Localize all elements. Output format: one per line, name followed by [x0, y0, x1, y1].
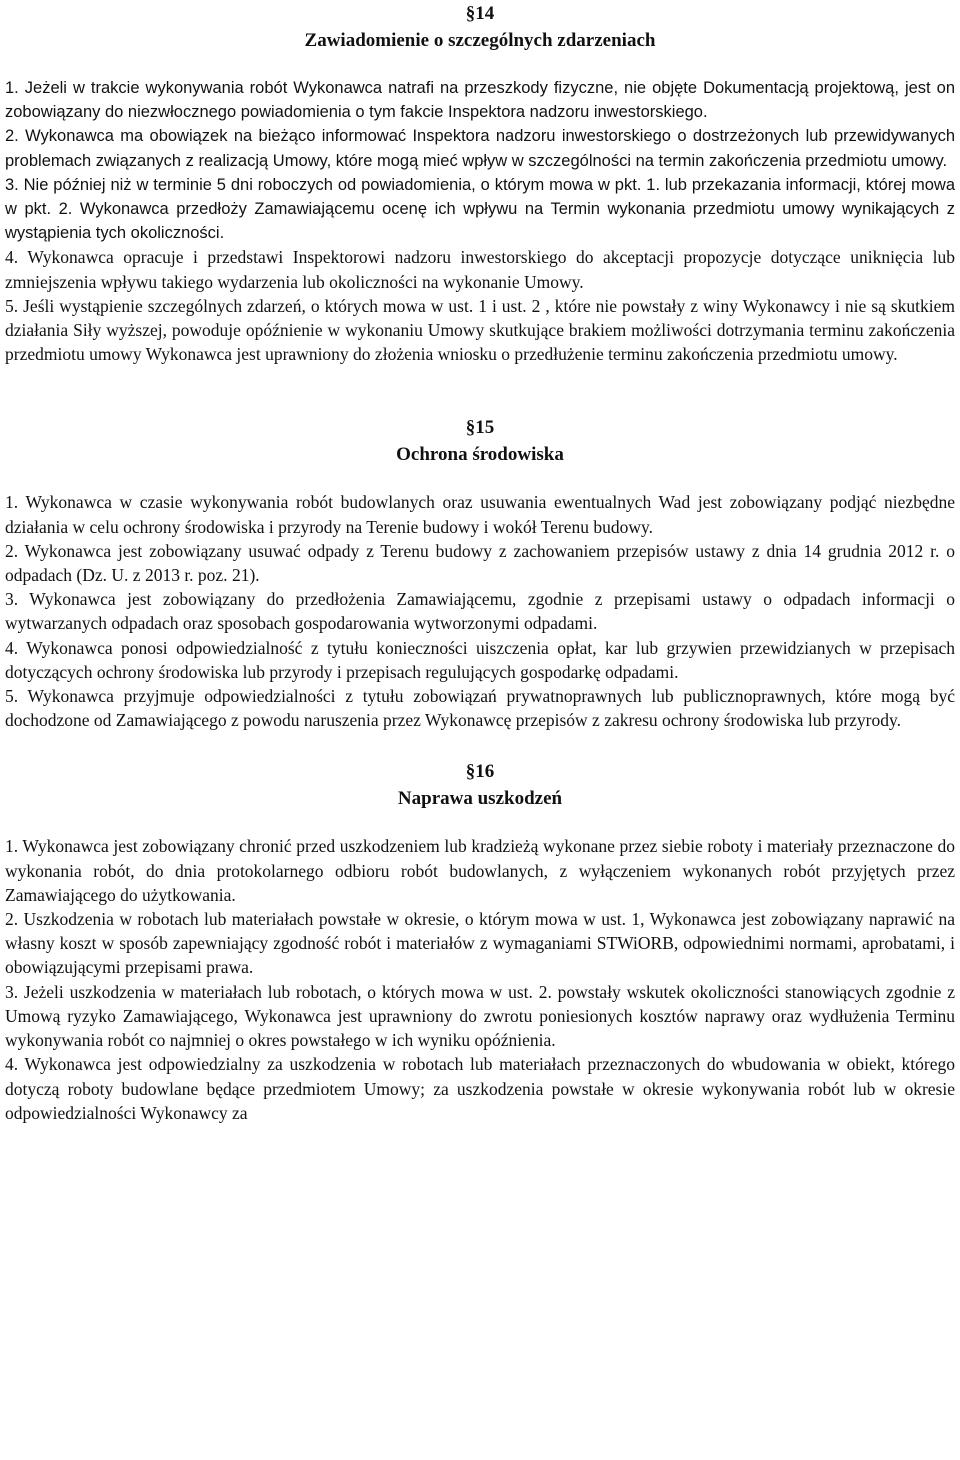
- section-14: [5, 0, 955, 366]
- paragraph: 3. Nie później niż w terminie 5 dni roboczych od powiadomienia, o którym mowa w pkt. 1. lub przekazania informacji, której mowa w pkt. 2. Wykonawca przedłoży Zamawiającemu ocenę ich wpływu na Termin wykonania przedmiotu umowy wynikających z wystąpienia tych okoliczności.: [5, 175, 955, 243]
- paragraph: 4. Wykonawca ponosi odpowiedzialność z tytułu konieczności uiszczenia opłat, kar lub grzywien przewidzianych w przepisach dotyczących ochrony środowiska lub przyrody i przepisach regulujących gospodarkę odpadami.: [5, 637, 955, 682]
- section-spacer: [5, 366, 955, 414]
- section-number: 15: [475, 417, 495, 439]
- section-heading-number: [5, 414, 955, 442]
- section-sign: §: [465, 3, 476, 24]
- paragraph: 5. Wykonawca przyjmuje odpowiedzialności z tytułu zobowiązań prywatnoprawnych lub publicznoprawnych, które mogą być dochodzone od Zamawiającego z powodu naruszenia przez Wykonawcę przepisów z zakresu ochrony środowiska lub przyrody.: [5, 686, 955, 731]
- section-16: [5, 758, 955, 1124]
- paragraph: 1. Jeżeli w trakcie wykonywania robót Wykonawca natrafi na przeszkody fizyczne, nie objęte Dokumentacją projektową, jest on zobowiązany do niezwłocznego powiadomienia o tym fakcie Inspektora nadzoru inwestorskiego.: [5, 79, 955, 122]
- section-sign: §: [465, 417, 476, 439]
- section-title: Zawiadomienie o szczególnych zdarzeniach: [304, 30, 656, 51]
- paragraph: 5. Jeśli wystąpienie szczególnych zdarzeń, o których mowa w ust. 1 i ust. 2 , które nie powstały z winy Wykonawcy i nie są skutkiem działania Siły wyższej, powoduje opóźnienie w wykonaniu Umowy skutkujące brakiem możliwości dotrzymania terminu zakończenia przedmiotu umowy Wykonawca jest uprawniony do złożenia wniosku o przedłużenie terminu zakończenia przedmiotu umowy.: [5, 295, 955, 365]
- section-number: 16: [475, 761, 495, 783]
- paragraph: 4. Wykonawca jest odpowiedzialny za uszkodzenia w robotach lub materiałach przeznaczonych do wbudowania w obiekt, którego dotyczą roboty budowlane będące przedmiotem Umowy; za uszkodzenia powstałe w okresie wykonywania robót lub w okresie odpowiedzialności Wykonawcy za: [5, 1054, 955, 1123]
- section-number: 14: [475, 3, 495, 24]
- section-heading-number: [5, 758, 955, 786]
- paragraph: 3. Wykonawca jest zobowiązany do przedłożenia Zamawiającemu, zgodnie z przepisami ustawy o odpadach informacji o wytwarzanych odpadach oraz sposobach gospodarowania wytworzonymi odpadami.: [5, 589, 955, 634]
- section-title: Naprawa uszkodzeń: [397, 788, 563, 810]
- paragraph: 1. Wykonawca jest zobowiązany chronić przed uszkodzeniem lub kradzieżą wykonane przez siebie roboty i materiały przeznaczone do wykonania robót, do dnia protokolarnego odbioru robót budowlanych, z wyłączeniem wykonanych robót przyjętych przez Zamawiającego do użytkowania.: [5, 836, 955, 905]
- section-spacer: [5, 732, 955, 758]
- section-15: [5, 414, 955, 732]
- paragraph: 3. Jeżeli uszkodzenia w materiałach lub robotach, o których mowa w ust. 2. powstały wskutek okoliczności stanowiących zgodnie z Umową ryzyko Zamawiającego, Wykonawca jest uprawniony do zwrotu poniesionych kosztów naprawy oraz wydłużenia Terminu wykonywania robót co najmniej o okres powstałego w ich wyniku opóźnienia.: [5, 981, 955, 1051]
- paragraph: 2. Wykonawca ma obowiązek na bieżąco informować Inspektora nadzoru inwestorskiego o dostrzeżonych lub przewidywanych problemach związanych z realizacją Umowy, które mogą mieć wpływ w szczególności na termin zakończenia przedmiotu umowy.: [5, 127, 955, 170]
- paragraph: 1. Wykonawca w czasie wykonywania robót budowlanych oraz usuwania ewentualnych Wad jest zobowiązany podjąć niezbędne działania w celu ochrony środowiska i przyrody na Terenie budowy i wokół Terenu budowy.: [5, 492, 955, 537]
- section-title: Ochrona środowiska: [396, 444, 564, 466]
- paragraph: 2. Wykonawca jest zobowiązany usuwać odpady z Terenu budowy z zachowaniem przepisów ustawy z dnia 14 grudnia 2012 r. o odpadach (Dz. U. z 2013 r. poz. 21).: [5, 540, 955, 586]
- paragraph: 4. Wykonawca opracuje i przedstawi Inspektorowi nadzoru inwestorskiego do akceptacji propozycje dotyczące uniknięcia lub zmniejszenia wpływu takiego wydarzenia lub okoliczności na wykonanie Umowy.: [5, 247, 955, 292]
- paragraph: 2. Uszkodzenia w robotach lub materiałach powstałe w okresie, o którym mowa w ust. 1, Wykonawca jest zobowiązany naprawić na własny koszt w sposób zapewniający zgodność robót i materiałów z wymaganiami STWiORB, odpowiednimi normami, aprobatami, i obowiązującymi przepisami prawa.: [5, 909, 955, 978]
- section-sign: §: [465, 761, 476, 783]
- section-heading-number: [5, 0, 955, 28]
